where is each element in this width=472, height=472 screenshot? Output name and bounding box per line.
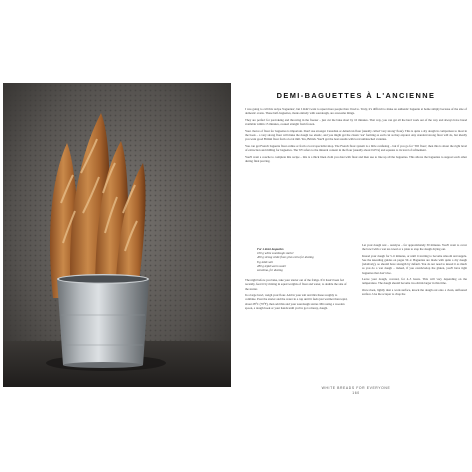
footer-section-title: WHITE BREADS FOR EVERYONE [321, 386, 391, 390]
recipe-page [245, 83, 467, 383]
ingredients-heading: For 4 demi-baguettes [257, 247, 284, 251]
intro-paragraph: You can get French baguette flour online or from a local specialist shop. The French flour system is a little confusing – but if you go for 'T65 flour', then this is about the right level of extraction and milling for baguettes. The '65' refers to the mineral content in the flour (usually about 0.65%) and equates to its level of refinement. [245, 143, 467, 153]
ingredients-list [257, 247, 348, 272]
intro-paragraph: I was going to call this recipe 'baguettes', but I didn't want to upset more people than I had to. Truly, it's difficult to make an authentic baguette at home simply because of the size of domestic ovens. These half-baguettes, made entirely with sourdough, are awesome things. [245, 107, 467, 116]
right-column [362, 243, 467, 299]
baguettes-in-tin-illustration [3, 83, 231, 387]
method-paragraph: The night before you bake, take your starter out of the fridge. If it hasn't been fed recently, feed it by mixing in equal weights of flour and water, to double the size of the starter. [245, 278, 347, 291]
method-paragraph: Leave your dough, covered, for 4–5 hours. This will vary depending on the temperature. The dough should become two-thirds larger in this time. [362, 277, 467, 286]
method-columns [245, 243, 467, 383]
page-number: 160 [352, 391, 360, 395]
ingredient-item: 8 g table salt [257, 259, 273, 264]
method-paragraph: Knead your dough for 5–6 minutes, or until it starting to become smooth and supple. See the kneading guides on pages 50–2. Baguettes are made with quite a dry dough (relatively), so should have strength by default. You do not need to knead it as much as you do a wet dough – indeed, if you overdevelop the gluten, you'll have tight baguettes that don't rise. [362, 253, 467, 275]
recipe-title: DEMI-BAGUETTES À L'ANCIENNE [276, 91, 436, 100]
method-paragraph: Let your dough rest – autolyse – for approximately 30 minutes. You'll want to cover the bowl with a wet tea towel or a plate to stop the dough drying out. [362, 243, 467, 252]
ingredient-item: 100 g white sourdough starter [257, 251, 294, 256]
ingredient-item: 400 g strong white flour, plus extra for dusting [257, 255, 314, 260]
intro-paragraph: You'll want a couche to complete this recipe – this is a thick linen cloth you dust with flour and then use to line up all the baguettes. This allows the baguettes to support each other during final proving. [245, 154, 467, 163]
intro-paragraph: Your choice of flour for baguettes is important. Don't use stronger Canadian or American flour (usually called 'very strong' flour). This is quite a dry dough in comparison to most in the book – a very strong flour will make the dough too elastic, and you might get the classic 'ear' forming as each cut as they expand. Any standard strong flour will do, but ideally you want good British flour from a local mill. Yes, British. You'll get the best results with local unbleached varieties. [245, 128, 467, 142]
method-paragraph: In a large bowl, weigh your flour. Add in your salt and mix these roughly to combine. Pour the starter and the water in a cup until it feels just warmer than tepid, about 28°C (79°F), then add this and your sourdough starter. Mix using a wooden spoon, a dough hook or your hands until you've got a messy, dough. [245, 293, 348, 310]
intro-paragraph: They are perfect for par-baking and throwing in the freezer – just cut the bake short by 10 minutes. That way, you can get all the hard work out of the way and always have bread available within 15 minutes, cooked straight from frozen. [245, 117, 467, 127]
method-paragraph: Once risen, lightly dust a work surface, knock the dough out onto a clean, unfloured surface. Use the scraper to chop the [362, 288, 467, 297]
ingredient-item: 280 g tepid warm water [257, 263, 287, 268]
page-footer [245, 386, 467, 396]
intro-text [245, 107, 467, 166]
baguettes-photo [3, 83, 231, 387]
left-column [245, 243, 348, 313]
ingredient-item: semolina, for dusting [257, 268, 283, 273]
